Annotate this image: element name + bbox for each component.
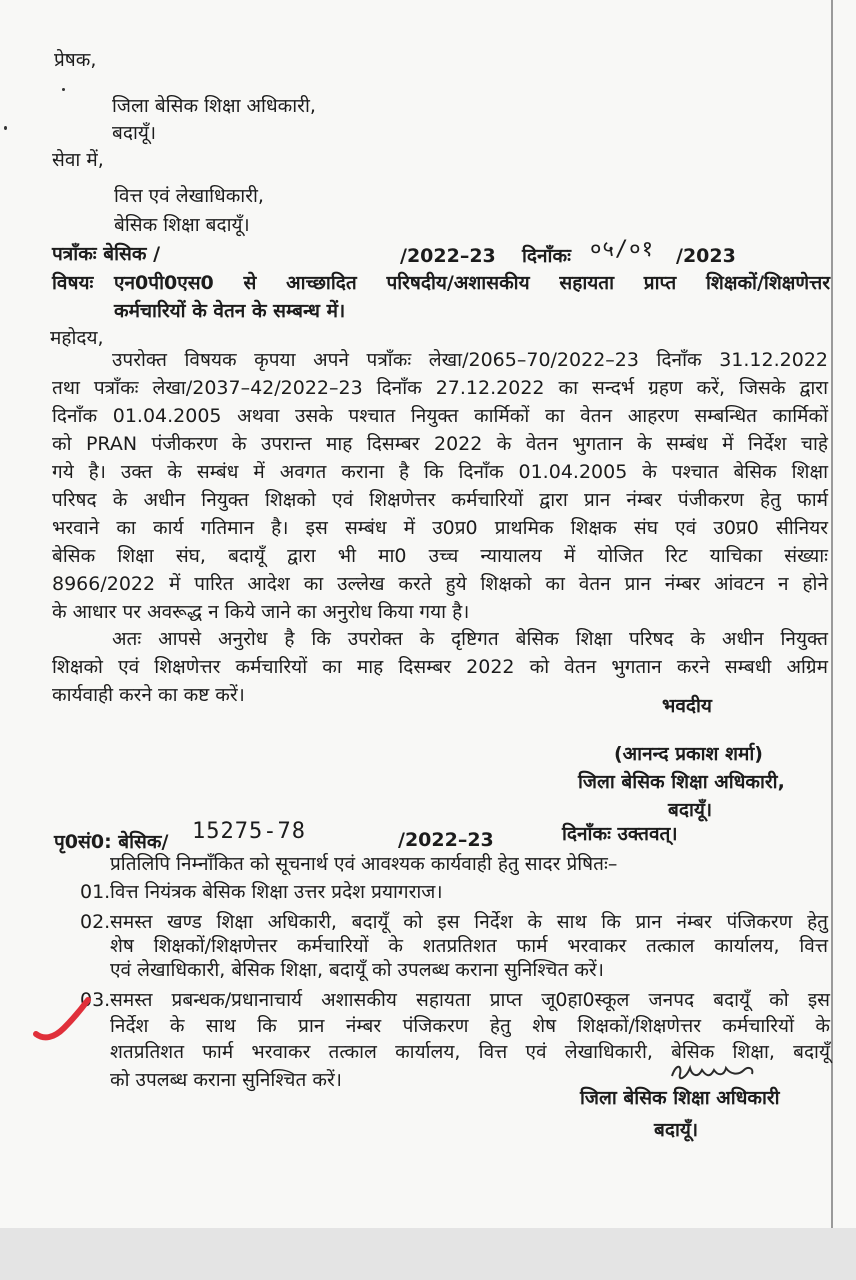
endorsement-number-handwritten: 15275-78 <box>192 819 306 844</box>
recipient-line-2: बेसिक शिक्षा बदायूँ। <box>114 214 250 236</box>
body-line-5: गये है। उक्त के सम्बंध में अवगत कराना है कि दिनाँक 01.04.2005 के पश्चात बेसिक शिक्षा <box>52 461 828 483</box>
closing: भवदीय <box>662 695 712 717</box>
ref-label: पत्राँकः बेसिक / <box>52 243 161 265</box>
body-line-10: के आधार पर अवरूद्ध न किये जाने का अनुरोध किया गया है। <box>52 601 470 623</box>
ref-date-year: /2023 <box>676 245 736 267</box>
salutation: महोदय, <box>50 327 104 349</box>
sender-line-1: जिला बेसिक शिक्षा अधिकारी, <box>112 95 316 117</box>
signatory-place: बदायूँ। <box>668 799 713 821</box>
endorsement-intro: प्रतिलिपि निम्नाँकित को सूचनार्थ एवं आवश्यक कार्यवाही हेतु सादर प्रेषितः– <box>110 853 618 875</box>
signatory-name: (आनन्द प्रकाश शर्मा) <box>614 743 763 765</box>
endorsement-year: /2022–23 <box>398 829 494 851</box>
body-line-2: तथा पत्राँकः लेखा/2037–42/2022–23 दिनाँक 27.12.2022 का सन्दर्भ ग्रहण करें, जिसके द्वारा <box>52 377 828 399</box>
body-line-8: बेसिक शिक्षा संघ, बदायूँ द्वारा भी मा0 उच्च न्यायालय में योजित रिट याचिका संख्याः <box>52 545 828 567</box>
body-line-12: शिक्षको एवं शिक्षणेत्तर कर्मचारियों का माह दिसम्बर 2022 को वेतन भुगतान करने सम्बधी अग्रिम <box>52 656 828 678</box>
item-3-line-2: निर्देश के साथ कि प्रान नंम्बर पंजिकरण हेतु शेष शिक्षकों/शिक्षणेत्तर कर्मचारियों के <box>110 1015 830 1037</box>
item-1-line-1: वित्त नियंत्रक बेसिक शिक्षा उत्तर प्रदेश प्रयागराज। <box>110 881 443 903</box>
subject-label: विषयः <box>52 272 94 294</box>
subject-line-1: एन0पी0एस0 से आच्छादित परिषदीय/अशासकीय सहायता प्राप्त शिक्षकों/शिक्षणेत्तर <box>114 272 830 294</box>
handwritten-initials <box>668 1058 758 1086</box>
margin-speck <box>4 126 7 130</box>
sender-line-2: बदायूँ। <box>112 122 157 144</box>
body-line-1: उपरोक्त विषयक कृपया अपने पत्राँकः लेखा/2065–70/2022–23 दिनाँक 31.12.2022 <box>112 349 828 371</box>
body-line-6: परिषद के अधीन नियुक्त शिक्षको एवं शिक्षणेत्तर कर्मचारियों द्वारा प्रान नंम्बर पंजीकरण हेतु फार्म <box>52 489 828 511</box>
recipient-line-1: वित्त एवं लेखाधिकारी, <box>114 185 264 207</box>
page-edge-line <box>831 0 833 1228</box>
ref-date-label: दिनाँकः <box>522 245 571 267</box>
ref-year: /2022–23 <box>400 245 496 267</box>
sender-label: प्रेषक, <box>54 49 97 71</box>
endorsement-signatory-place: बदायूँ। <box>654 1119 699 1141</box>
item-3-line-1: समस्त प्रबन्धक/प्रधानाचार्य अशासकीय सहायता प्राप्त जू0हा0स्कूल जनपद बदायूँ को इस <box>110 989 830 1011</box>
body-line-3: दिनाँक 01.04.2005 अथवा उसके पश्चात नियुक्त कार्मिकों का वेतन आहरण सम्बन्धित कार्मिकों <box>52 405 828 427</box>
endorsement-signatory-designation: जिला बेसिक शिक्षा अधिकारी <box>580 1087 780 1109</box>
body-line-13: कार्यवाही करने का कष्ट करें। <box>52 684 245 706</box>
item-3-line-3: शतप्रतिशत फार्म भरवाकर तत्काल कार्यालय, वित्त एवं लेखाधिकारी, बेसिक शिक्षा, बदायूँ <box>110 1041 830 1063</box>
item-3-number: 03. <box>80 989 111 1011</box>
body-line-9: 8966/2022 में पारित आदेश का उल्लेख करते हुये शिक्षको का वेतन प्रान नंम्बर आंवटन न होने <box>52 573 828 595</box>
to-label: सेवा में, <box>52 149 104 171</box>
body-line-4: को PRAN पंजीकरण के उपरान्त माह दिसम्बर 2022 के वेतन भुगतान के सम्बंध में निर्देश चाहे <box>52 433 828 455</box>
endorsement-label: पृ0सं0: बेसिक/ <box>54 831 169 853</box>
signatory-designation: जिला बेसिक शिक्षा अधिकारी, <box>578 771 785 793</box>
ref-date-handwritten: ०५/०१ <box>590 237 655 262</box>
body-line-7: भरवाने का कार्य गतिमान है। इस सम्बंध में उ0प्र0 प्राथमिक शिक्षक संघ एवं उ0प्र0 सीनियर <box>52 517 828 539</box>
item-2-number: 02. <box>80 911 111 933</box>
item-3-line-4: को उपलब्ध कराना सुनिश्चित करें। <box>110 1069 342 1091</box>
endorsement-date: दिनाँकः उक्तवत्। <box>562 823 678 845</box>
item-2-line-3: एवं लेखाधिकारी, बेसिक शिक्षा, बदायूँ को उपलब्ध कराना सुनिश्चित करें। <box>110 959 604 981</box>
red-check-mark-icon <box>30 994 94 1042</box>
body-line-11: अतः आपसे अनुरोध है कि उपरोक्त के दृष्टिगत बेसिक शिक्षा परिषद के अधीन नियुक्त <box>112 628 828 650</box>
item-2-line-1: समस्त खण्ड शिक्षा अधिकारी, बदायूँ को इस निर्देश के साथ कि प्रान नंम्बर पंजिकरण हेतु <box>110 911 828 933</box>
photo-bottom-margin <box>0 1228 856 1280</box>
item-1-number: 01. <box>80 881 111 903</box>
margin-speck <box>62 88 65 91</box>
item-2-line-2: शेष शिक्षकों/शिक्षणेत्तर कर्मचारियों के शतप्रतिशत फार्म भरवाकर तत्काल कार्यालय, वित्त <box>110 935 828 957</box>
subject-line-2: कर्मचारियों के वेतन के सम्बन्ध में। <box>114 300 346 322</box>
